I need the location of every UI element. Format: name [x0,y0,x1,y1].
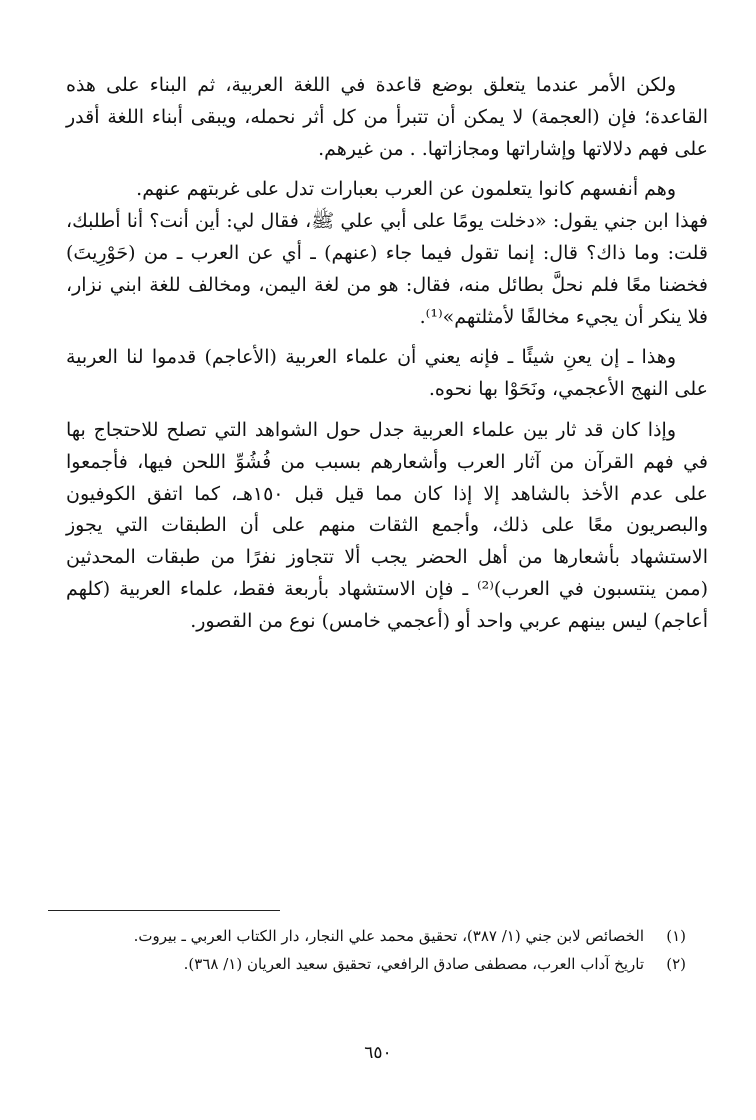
footnote-text: الخصائص لابن جني (١/ ٣٨٧)، تحقيق محمد علي النجار، دار الكتاب العربي ـ بيروت. [133,927,644,945]
footnote-text: تاريخ آداب العرب، مصطفى صادق الرافعي، تحقيق سعيد العريان (١/ ٣٦٨). [183,955,644,973]
main-text [66,70,708,647]
footnote-number: (٢) [666,955,686,973]
paragraph-3: فهذا ابن جني يقول: «دخلت يومًا على أبي علي ﷺ، فقال لي: أين أنت؟ أنا أطلبك، قلت: وما ذاك؟ قال: إنما تقول فيما جاء (عنهم) ـ أي عن العرب ـ من (حَوْرِيتَ) فخضنا معًا فلم نحلَّ بطائل منه، فقال: هو من لغة اليمن، ومخالف للغة ابني نزار، فلا ينكر أن يجيء مخالفًا لأمثلتهم»⁽¹⁾. [66,210,708,328]
paragraph-4: وهذا ـ إن يعنِ شيئًا ـ فإنه يعني أن علماء العربية (الأعاجم) قدموا لنا العربية على النهج الأعجمي، ونَحَوْا بها نحوه. [66,346,708,401]
footnote-divider [48,910,280,911]
paragraph-5: وإذا كان قد ثار بين علماء العربية جدل حول الشواهد التي تصلح للاحتجاج بها في فهم القرآن من آثار العرب وأشعارهم بسبب من فُشُوِّ اللحن فيها، فأجمعوا على عدم الأخذ بالشاهد إلا إذا كان مما قيل قبل ١٥٠هـ، كما اتفق الكوفيون والبصريون معًا على ذلك، وأجمع الثقات منهم على أن الطبقات التي يجوز الاستشهاد بأشعارها من أهل الحضر يجب ألا تتجاوز نفرًا من طبقات المحدثين (ممن ينتسبون في العرب)⁽²⁾ ـ فإن الاستشهاد بأربعة فقط، علماء العربية (كلهم أعاجم) ليس بينهم عربي واحد أو (أعجمي خامس) نوع من القصور. [66,418,708,632]
footnote-1 [52,922,686,950]
footnotes [52,922,686,978]
page-number: ٦٥٠ [364,1043,392,1063]
paragraph-2: وهم أنفسهم كانوا يتعلمون عن العرب بعبارات تدل على غربتهم عنهم. [136,178,676,201]
footnote-number: (١) [666,927,686,945]
footnote-2 [52,950,686,978]
paragraph-1: ولكن الأمر عندما يتعلق بوضع قاعدة في اللغة العربية، ثم البناء على هذه القاعدة؛ فإن (العجمة) لا يمكن أن تتبرأ من كل أثر نحمله، ويبقى أبناء اللغة أقدر على فهم دلالاتها وإشاراتها ومجازاتها. . من غيرهم. [66,74,708,160]
